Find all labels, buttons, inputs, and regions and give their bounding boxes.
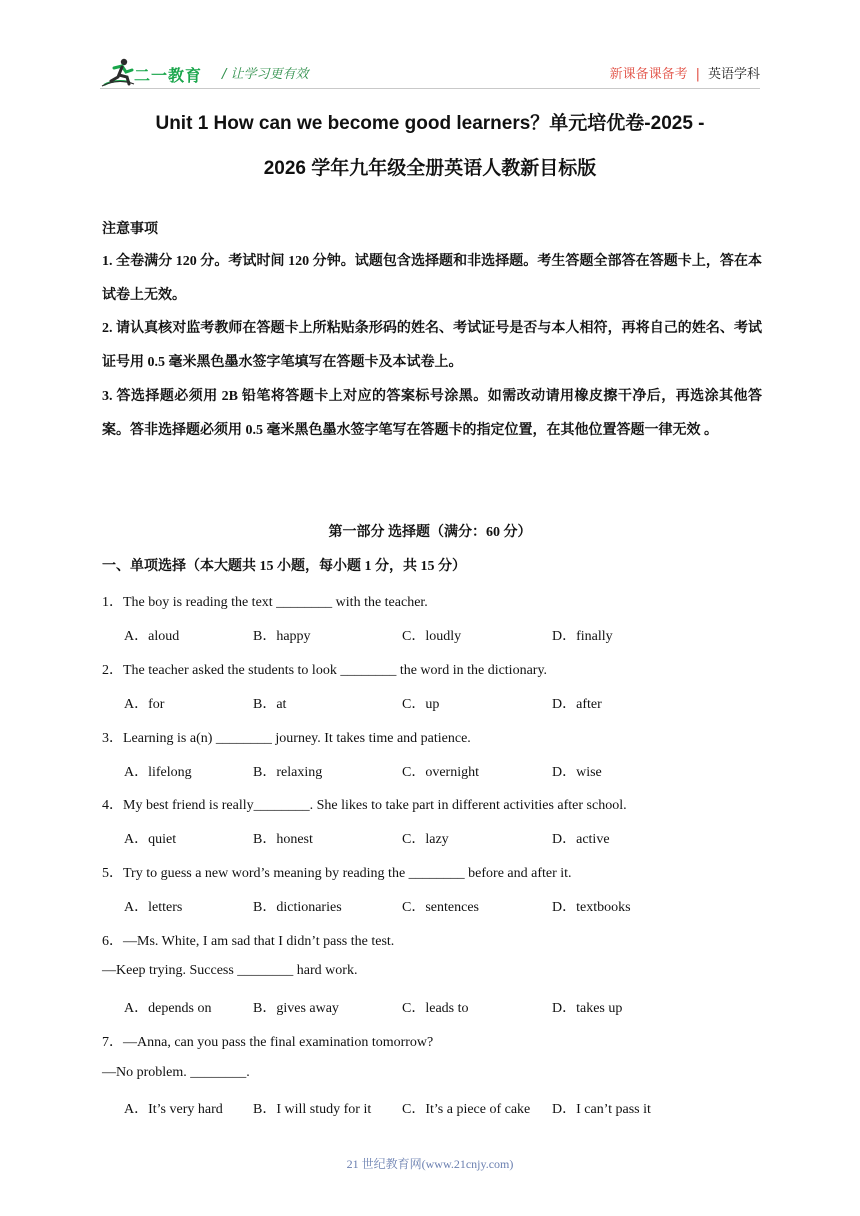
option-d: D．active: [552, 832, 610, 847]
header-separator: |: [695, 67, 700, 82]
option-a: A．depends on: [124, 1001, 212, 1016]
option-b: B．honest: [253, 832, 313, 847]
question-stem: 5．Try to guess a new word’s meaning by reading the ________ before and after it.: [102, 866, 572, 881]
option-a: A．It’s very hard: [124, 1102, 223, 1117]
slogan: / 让学习更有效: [222, 67, 309, 82]
page-footer[interactable]: 21 世纪教育网(www.21cnjy.com): [346, 1157, 514, 1171]
option-b: B．at: [253, 697, 287, 712]
document-title-line-2: 2026 学年九年级全册英语人教新目标版: [263, 158, 597, 179]
option-a: A．for: [124, 697, 165, 712]
logo-text: 二一教育: [134, 66, 203, 85]
document-title-line-1: Unit 1 How can we become good learners？单元培优卷-2025 -: [155, 113, 705, 134]
option-d: D．I can’t pass it: [552, 1102, 651, 1117]
notice-item: 3. 答选择题必须用 2B 铅笔将答题卡上对应的答案标号涂黑。如需改动请用橡皮擦干净后，再选涂其他答案。答非选择题必须用 0.5 毫米黑色墨水签字笔写在答题卡的指定位置，在其他位置答题一律无效 。: [102, 389, 762, 438]
option-a: A．aloud: [124, 629, 180, 644]
header-divider: [100, 88, 760, 89]
section-title: 一、单项选择（本大题共 15 小题，每小题 1 分，共 15 分）: [102, 559, 466, 574]
question-stem: 3．Learning is a(n) ________ journey. It takes time and patience.: [102, 731, 471, 746]
question-stem: 6．—Ms. White, I am sad that I didn’t pass the test.: [102, 934, 395, 949]
option-b: B．happy: [253, 629, 311, 644]
option-c: C．leads to: [402, 1001, 469, 1016]
option-a: A．letters: [124, 900, 183, 915]
option-c: C．up: [402, 697, 440, 712]
option-d: D．after: [552, 697, 602, 712]
question-stem-reply: —Keep trying. Success ________ hard work.: [102, 963, 358, 978]
option-b: B．I will study for it: [253, 1102, 372, 1117]
option-d: D．finally: [552, 629, 613, 644]
header-right: [610, 63, 760, 82]
page-header: [100, 55, 760, 91]
logo: [100, 55, 215, 89]
part-title: 第一部分 选择题（满分：60 分）: [328, 525, 532, 540]
option-b: B．relaxing: [253, 765, 323, 780]
option-d: D．textbooks: [552, 900, 631, 915]
notice-item: 2. 请认真核对监考教师在答题卡上所粘贴条形码的姓名、考试证号是否与本人相符，再将自己的姓名、考试证号用 0.5 毫米黑色墨水签字笔填写在答题卡及本试卷上。: [102, 321, 762, 370]
option-c: C．sentences: [402, 900, 479, 915]
question-stem: 2．The teacher asked the students to look ________ the word in the dictionary.: [102, 663, 548, 678]
notice-heading: 注意事项: [102, 222, 158, 237]
option-c: C．It’s a piece of cake: [402, 1102, 531, 1117]
option-c: C．lazy: [402, 832, 449, 847]
header-tagline: 新课备课备考: [609, 67, 688, 82]
notice-item: 1. 全卷满分 120 分。考试时间 120 分钟。试题包含选择题和非选择题。考生答题全部答在答题卡上，答在本试卷上无效。: [102, 254, 762, 303]
option-d: D．wise: [552, 765, 602, 780]
option-b: B．dictionaries: [253, 900, 342, 915]
question-stem: 4．My best friend is really________. She likes to take part in different activities after school.: [102, 798, 627, 813]
option-a: A．quiet: [124, 832, 177, 847]
option-c: C．loudly: [402, 629, 462, 644]
option-d: D．takes up: [552, 1001, 623, 1016]
question-stem-reply: —No problem. ________.: [102, 1065, 250, 1080]
option-c: C．overnight: [402, 765, 479, 780]
option-b: B．gives away: [253, 1001, 339, 1016]
question-stem: 1．The boy is reading the text ________ with the teacher.: [102, 595, 428, 610]
option-a: A．lifelong: [124, 765, 192, 780]
header-subject: 英语学科: [707, 67, 760, 82]
question-stem: 7．—Anna, can you pass the final examination tomorrow?: [102, 1035, 434, 1050]
